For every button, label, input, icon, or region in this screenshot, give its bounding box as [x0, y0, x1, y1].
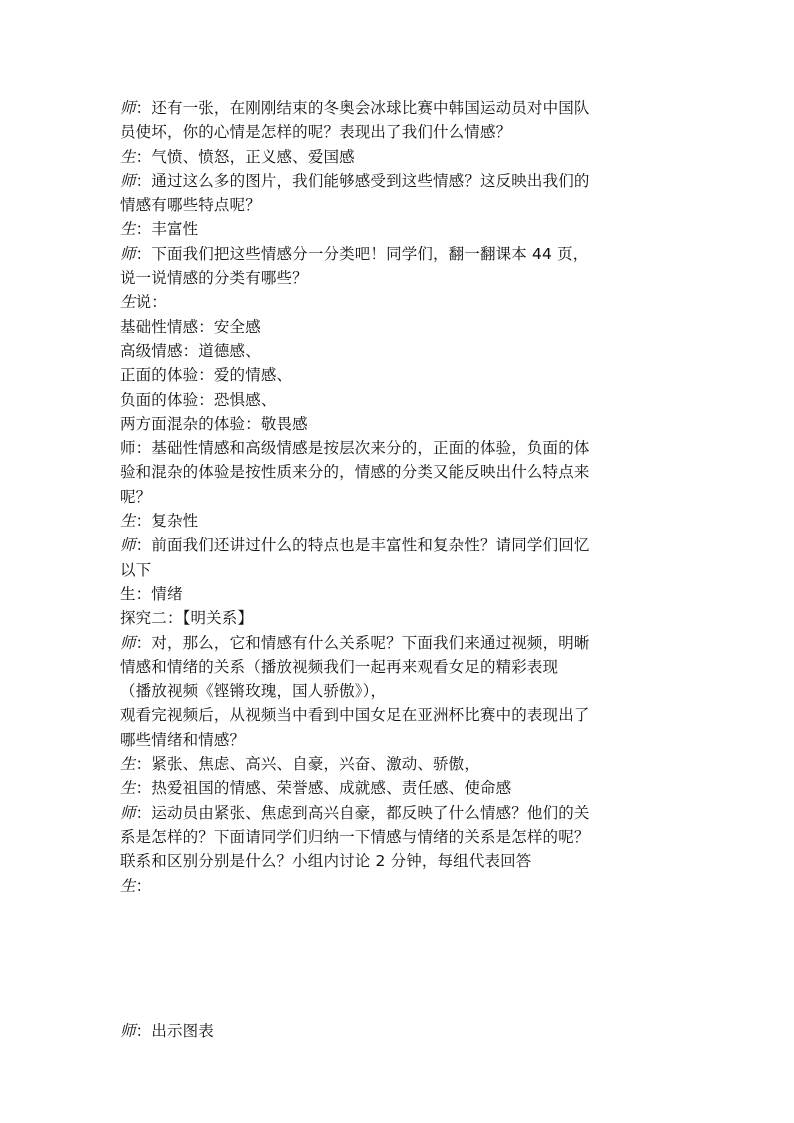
speaker-separator: ： [135, 536, 152, 555]
line-text: 情感和情绪的关系（播放视频我们一起再来观看女足的精彩表现 [120, 657, 559, 676]
speaker-label: 师 [120, 633, 136, 652]
speaker-label: 师 [120, 244, 136, 263]
transcript-line [120, 436, 680, 460]
speaker-label: 师 [120, 536, 136, 555]
transcript-line [120, 825, 680, 849]
speaker-label: 生 [120, 512, 136, 531]
line-text: 运动员由紧张、焦虑到高兴自豪，都反映了什么情感？他们的关 [151, 803, 590, 822]
line-text: 联系和区别分别是什么？小组内讨论 2 分钟，每组代表回答 [120, 852, 532, 871]
line-text: 前面我们还讲过什么的特点也是丰富性和复杂性？请同学们回忆 [151, 536, 590, 555]
line-text: 验和混杂的体验是按性质来分的，情感的分类又能反映出什么特点来 [120, 463, 590, 482]
speaker-label: 生 [120, 293, 136, 312]
transcript-line [120, 606, 680, 630]
line-text: 说： [135, 293, 167, 312]
speaker-label: 生 [120, 755, 136, 774]
transcript-line [120, 533, 680, 557]
line-text: 还有一张，在刚刚结束的冬奥会冰球比赛中韩国运动员对中国队 [151, 99, 590, 117]
speaker-separator: ： [135, 755, 152, 774]
speaker-separator: ： [135, 876, 152, 895]
speaker-separator: ： [135, 220, 152, 239]
transcript-line [120, 96, 680, 120]
line-text: 系是怎样的？下面请同学们归纳一下情感与情绪的关系是怎样的呢？ [120, 827, 590, 846]
transcript-line [120, 655, 680, 679]
transcript-line [120, 169, 680, 193]
line-text: 紧张、焦虑、高兴、自豪，兴奋、激动、骄傲， [151, 755, 480, 774]
line-text: 负面的体验：恐惧感、 [120, 390, 277, 409]
transcript-line [120, 679, 680, 703]
line-text: 呢？ [120, 487, 152, 506]
line-text: 对，那么，它和情感有什么关系呢？下面我们来通过视频，明晰 [151, 633, 590, 652]
speaker-label: 生 [120, 779, 136, 798]
transcript-line [120, 631, 680, 655]
line-text: 说一说情感的分类有哪些？ [120, 269, 308, 288]
speaker-label: 师 [120, 803, 136, 822]
transcript-line [120, 193, 680, 217]
line-text: 正面的体验：爱的情感、 [120, 366, 293, 385]
speaker-label: 生 [120, 876, 136, 895]
transcript-line [120, 728, 680, 752]
transcript-line [120, 582, 680, 606]
line-text: 下面我们把这些情感分一分类吧！同学们，翻一翻课本 44 页， [151, 244, 589, 263]
speaker-separator: ： [135, 1021, 152, 1040]
line-text: 以下 [120, 560, 152, 579]
transcript-line [120, 460, 680, 484]
speaker-separator: ： [135, 99, 152, 117]
speaker-separator: ： [135, 171, 152, 190]
transcript-line [120, 363, 680, 387]
line-text: 出示图表 [151, 1021, 214, 1040]
transcript-line [120, 339, 680, 363]
line-text: 观看完视频后，从视频当中看到中国女足在亚洲杯比赛中的表现出了 [120, 706, 590, 725]
line-text: 员使坏，你的心情是怎样的呢？表现出了我们什么情感？ [120, 123, 512, 142]
line-text: 复杂性 [151, 512, 199, 531]
transcript-line [120, 412, 680, 436]
transcript-line [120, 776, 680, 800]
line-text: （播放视频《铿锵玫瑰，国人骄傲》）， [120, 682, 387, 701]
speaker-separator: ： [135, 779, 152, 798]
transcript-line [120, 120, 680, 144]
speaker-label: 师 [120, 171, 136, 190]
line-text: 探究二：【明关系】 [120, 609, 254, 628]
line-text: 基础性情感：安全感 [120, 317, 261, 336]
document-body [120, 96, 680, 1043]
transcript-line [120, 266, 680, 290]
line-text: 高级情感：道德感、 [120, 341, 261, 360]
line-text: 气愤、愤怒，正义感、爱国感 [151, 147, 355, 166]
speaker-label: 师 [120, 1021, 136, 1040]
transcript-line [120, 388, 680, 412]
line-text: 生：情绪 [120, 584, 183, 603]
speaker-label: 师 [120, 99, 136, 117]
line-text: 通过这么多的图片，我们能够感受到这些情感？这反映出我们的 [151, 171, 590, 190]
transcript-line [120, 703, 680, 727]
line-text: 两方面混杂的体验：敬畏感 [120, 414, 308, 433]
transcript-line [120, 558, 680, 582]
transcript-line [120, 1019, 680, 1043]
transcript-line [120, 485, 680, 509]
speaker-separator: ： [135, 147, 152, 166]
transcript-lines [120, 96, 680, 898]
speaker-label: 生 [120, 147, 136, 166]
speaker-label: 生 [120, 220, 136, 239]
speaker-separator: ： [135, 633, 152, 652]
transcript-line [120, 849, 680, 873]
transcript-line [120, 145, 680, 169]
transcript-line [120, 509, 680, 533]
speaker-separator: ： [135, 803, 152, 822]
speaker-separator: ： [135, 244, 152, 263]
transcript-line [120, 290, 680, 314]
transcript-line [120, 752, 680, 776]
transcript-line [120, 315, 680, 339]
line-text: 情感有哪些特点呢？ [120, 196, 261, 215]
transcript-line [120, 874, 680, 898]
line-text: 热爱祖国的情感、荣誉感、成就感、责任感、使命感 [151, 779, 512, 798]
line-text: 哪些情绪和情感？ [120, 730, 246, 749]
transcript-line [120, 217, 680, 241]
line-text: 师：基础性情感和高级情感是按层次来分的，正面的体验，负面的体 [120, 439, 590, 458]
transcript-line [120, 801, 680, 825]
line-text: 丰富性 [151, 220, 199, 239]
speaker-separator: ： [135, 512, 152, 531]
transcript-line [120, 242, 680, 266]
blank-space [120, 898, 680, 1019]
